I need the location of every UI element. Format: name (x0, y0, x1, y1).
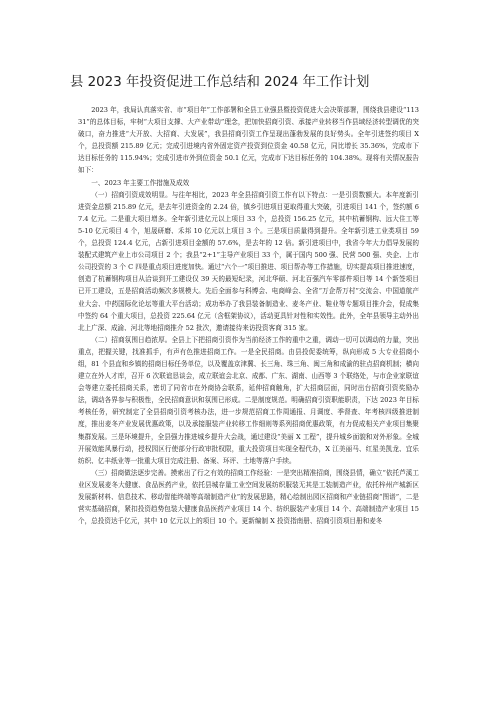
paragraph-investment-atmosphere: （二）招商氛围日趋浓厚。全县上下把招商引资作为当前经济工作的重中之重，调动一切可以调动的力量，突出重点，把握关键，找准抓手，有声有色推进招商工作。一是全民招商。由县投促委统筹，纵向形成 5 大专业招商小组，81 个县直和乡镇的招商目标任务单位，以及覆盖京津冀、长三角、珠三角、闽三角和成渝的驻点招商机制；横向建立在外人才库，召开 6 次联谊恳谈会，成立联谊会北京、成都、广东、湖南、山西等 3 个联络处，与市企业家联谊会等建立委托招商关系，密切了同省市在外商协会联系，延伸招商触角，扩大招商层面，同时出台招商引资奖励办法，调动各界参与积极性，全民招商意识和氛围已形成。二是制度规范。明确招商引资职能职责，下达 2023 年目标考核任务，研究制定了全县招商引资考核办法，进一步规范招商工作周通报、月调度、季督查、年考核四级推进制度，推出麦冬产业发展优惠政策，以及承接服装产业转移工作细则等系列招商优惠政策，有力促成相关产业项目集聚集群发展。三是环境提升，全县强力推进城乡提升大会战，通过建设“美丽 X 工程”，提升城乡面貌和对外形象。全城开展效能风暴行动，授权园区行使部分行政审批权限，重大投资项目实现全程代办，X 江美丽马、红星美凯龙、宜乐纺织、亿丰纸业等一批重大项目完成注册、备案、环评、土地等落户手续。 (78, 335, 419, 465)
document-title: 县 2023 年投资促进工作总结和 2024 年工作计划 (70, 75, 370, 90)
section-heading: 一、2023 年主要工作措施及成效 (91, 178, 190, 187)
paragraph-investment-results: （一）招商引资成效明显。与往年相比，2023 年全县招商引资工作有以下特点：一是引资数额大。本年度新引进资金总额 215.89 亿元，是去年引进资金的 2.24 倍，镇乡引进项目更取得重大突破，引进项目 141 个，签约额 67.4 亿元。二是重大项目增多。全年新引进亿元以上项目 33 个，总投资 156.25 亿元，其中杭蓄钢构、远大住工等 5-10 亿元项目 4 个，旭晟研磨、禾邦 10 亿元以上项目 3 个。三是项目质量得到提升。全年新引进工业类项目 59 个，总投资 124.4 亿元，占新引进项目金额的 57.6%，是去年的 12 倍。新引进项目中，我省今年大力倡导发展的装配式建筑产业上市公司项目 2 个；我县“2+1”主导产业项目 33 个，属于国内 500 强、民营 500 强、央企、上市公司投资的 3 个 C 四是重点项目进度加快。通过“六个一”项目推进、项目帮办等工作措施，切实提高项目推进速度，创造了杭蓄钢构项目从洽谈到开工建设仅 39 天的最短纪录，河北华硕、河北百强汽车零部件项目等 14 个新签项目已开工建设，五是招商活动频次多规模大。先后全面参与科博会、电商峰会、全省“万企帮万村”交流会、中国道航产业大会、中药国际化论坛等重大平台活动；成功举办了我县装备制造业、麦冬产业、鞋业等专题项目推介会，促成集中签约 64 个重大项目，总投资 225.64 亿元（含框架协议），活动更具针对性和实效性。此外，全年县领导主动外出北上广深、成渝、河北等地招商推介 52 批次，邀请接待来访投资客商 315 家。 (78, 190, 419, 332)
paragraph-intro: 2023 年，我局认真落实省、市“项目年”工作部署和全县工业强县暨投资促进大会决策部署，围绕我县建设“11331”的总体目标，牢树“大项目支撑、大产业带动”理念，把加快招商引资、承接产业转移当作县域经济转型调优的突破口，奋力推进“大开放、大招商、大发展”，我县招商引资工作呈现出蓬勃发展的良好势头。全年引进签约项目 X 个，总投资额 215.89 亿元；完成引进境内省外固定资产投资到位资金 40.58 亿元，同比增长 35.36%，完成市下达目标任务的 115.94%；完成引进市外到位资金 50.1 亿元，完成市下达目标任务的 104.38%。现将有关情况报告如下： (78, 106, 419, 175)
paragraph-investment-methods: （三）招商做法逐步完善。摸索出了行之有效的招商工作经验：一是突出精准招商，围绕县情，确立“依托芦溪工业区发展麦冬大健康、食品医药产业，依托县城存量工业空间发展纺织服装无其是工装制造产业，依托梓州产城新区发展新材料、信息技术、移动智能终端等高端制造产业”的发展思路，精心绘制出园区招商和产业链招商“图谱”，二是营实基础招商，紧扣投资趋势包装大健康食品医药产业项目 14 个、纺织服装产业项目 14 个、高端制造产业项目 15 个，总投资达千亿元，其中 10 亿元以上的项目 10 个。更新编制 X 投资指南册、招商引资项目册和麦冬 (78, 468, 419, 526)
document-body (78, 104, 419, 527)
